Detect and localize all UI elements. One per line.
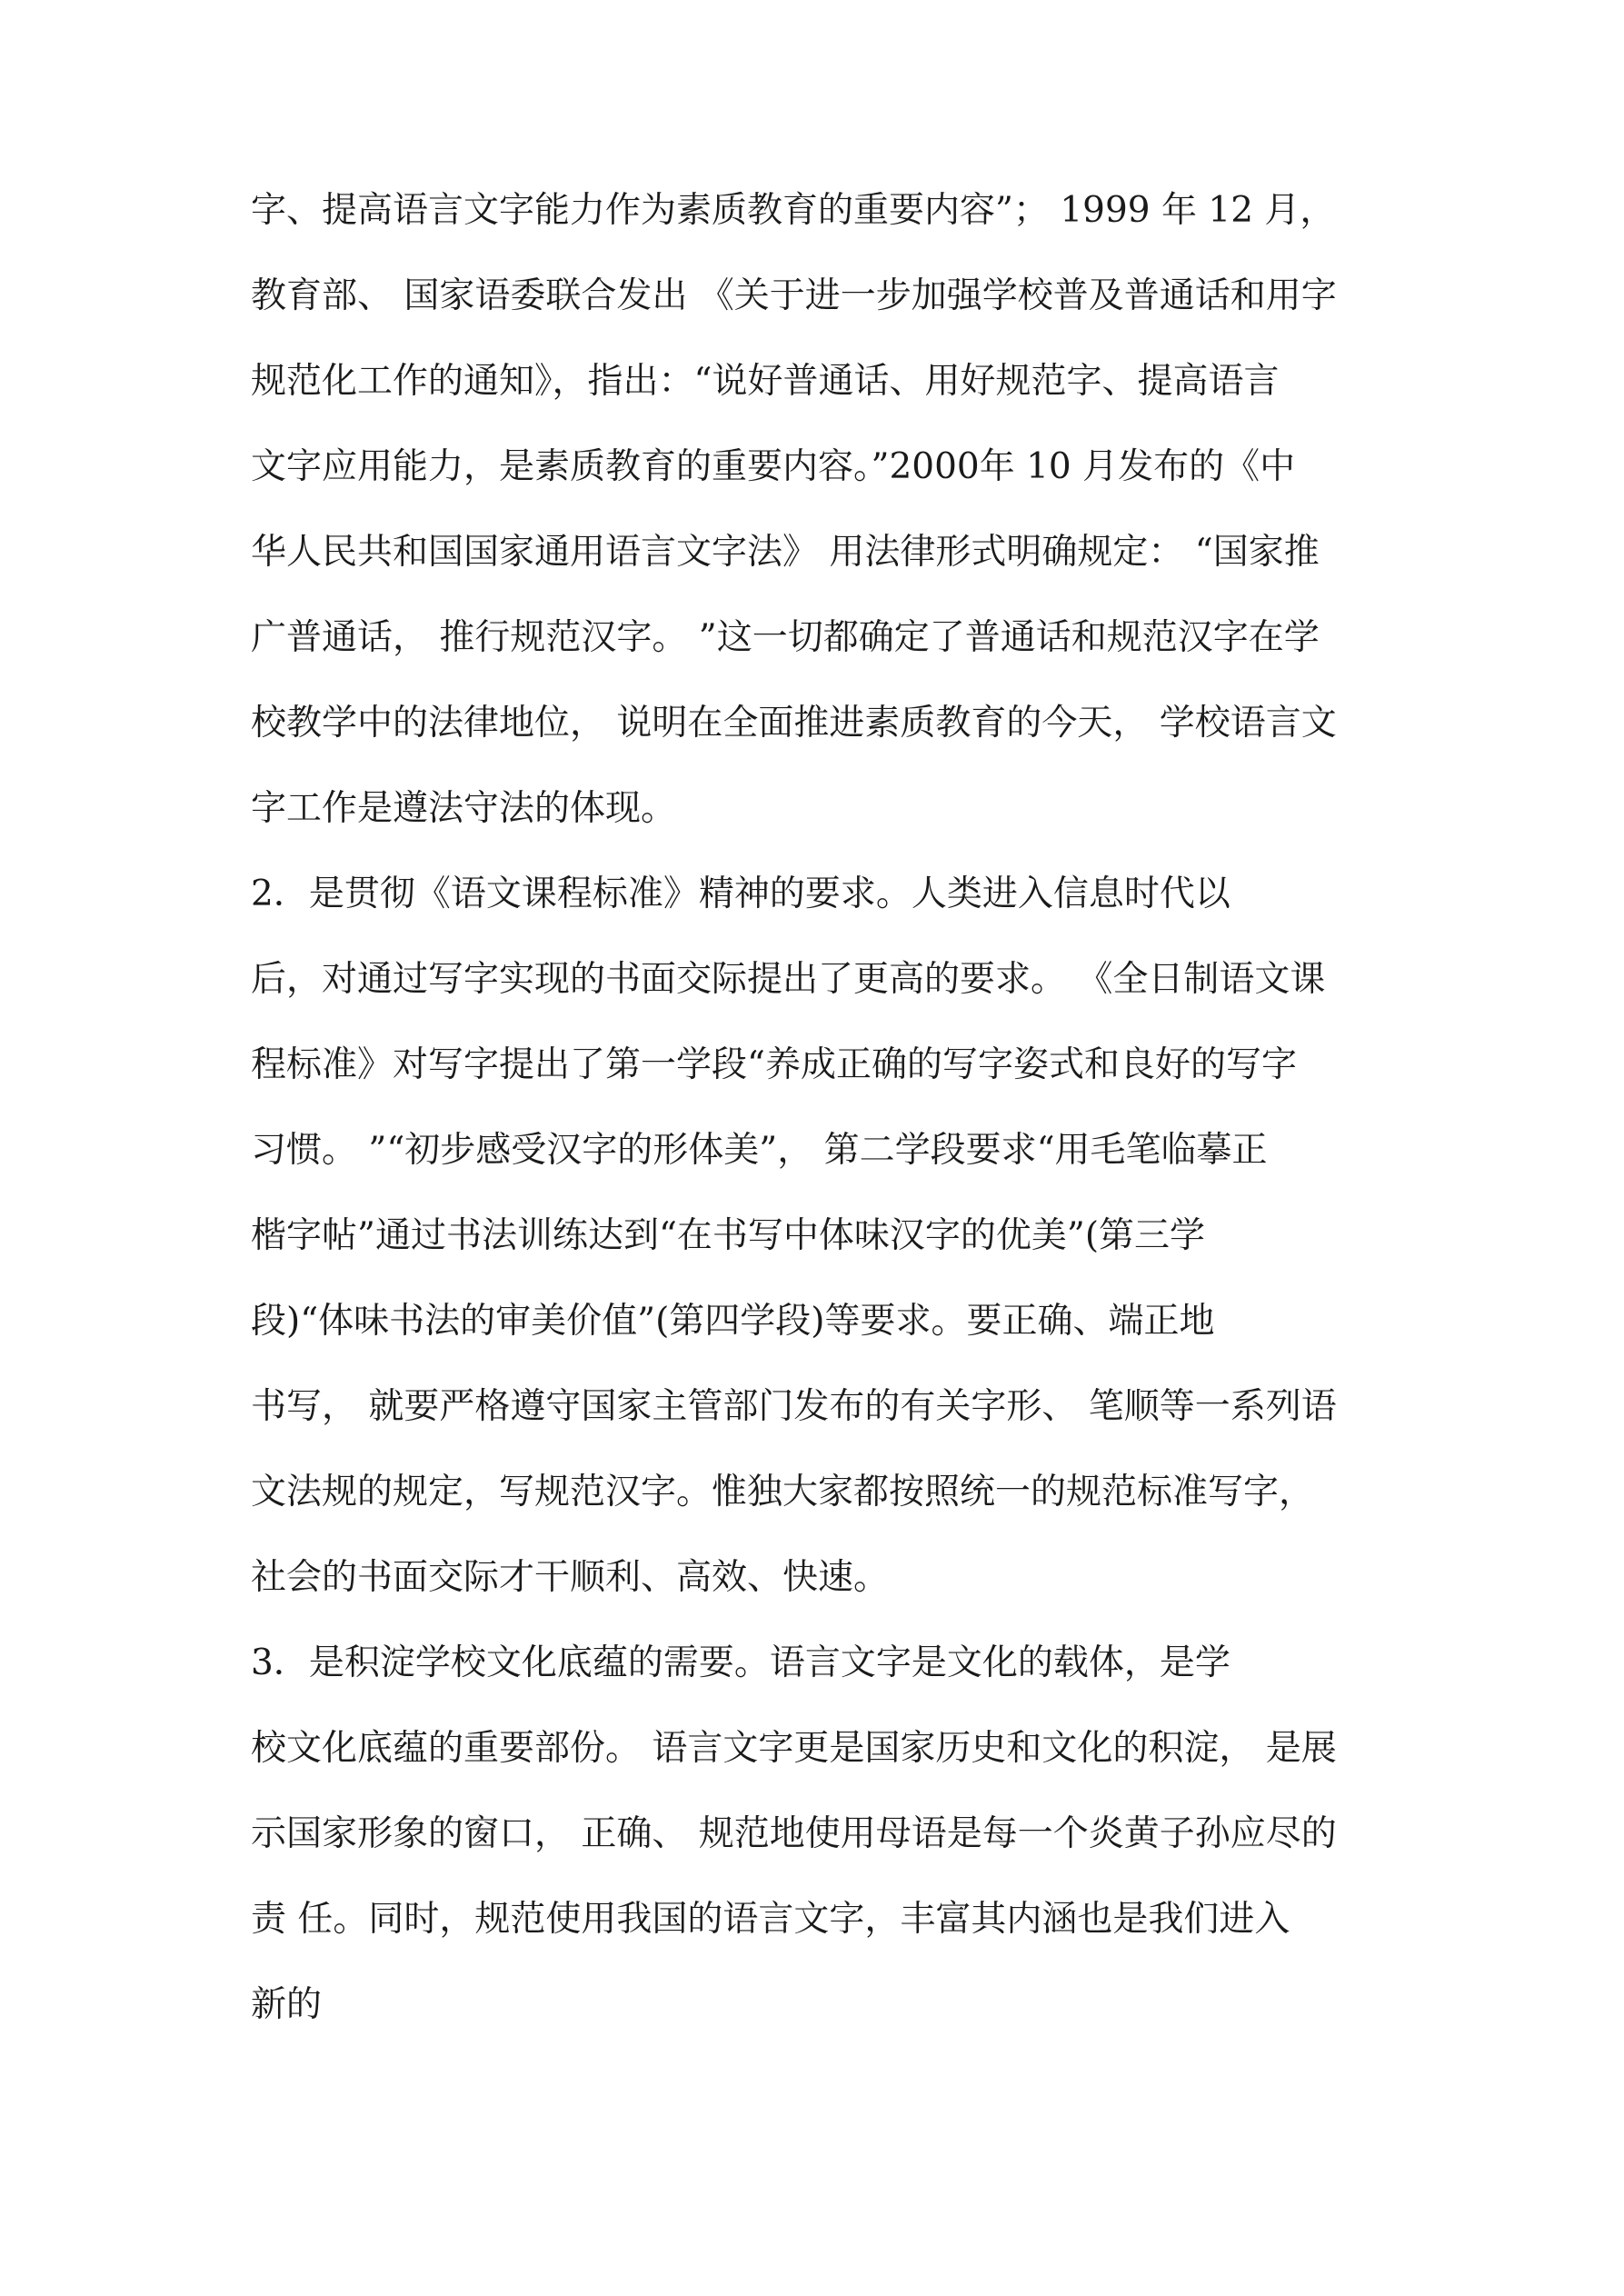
text-line: 程标准》对写字提出了第一学段“养成正确的写字姿式和良好的写字 xyxy=(251,1044,1297,1085)
text-line: 后，对通过写字实现的书面交际提出了更高的要求。 《全日制语文课 xyxy=(251,959,1326,1000)
text-line: 2．是贯彻《语文课程标准》精神的要求。人类进入信息时代以 xyxy=(251,873,1230,914)
text-line: 广普通话， 推行规范汉字。 ”这一切都确定了普通话和规范汉字在学 xyxy=(251,617,1320,658)
body-text xyxy=(251,168,1400,2048)
text-line: 书写， 就要严格遵守国家主管部门发布的有关字形、 笔顺等一系列语 xyxy=(251,1386,1337,1427)
text-line: 校教学中的法律地位， 说明在全面推进素质教育的今天， 学校语言文 xyxy=(251,703,1337,744)
text-line: 责 任。同时，规范使用我国的语言文字，丰富其内涵也是我们进入 xyxy=(251,1899,1290,1940)
text-line: 3．是积淀学校文化底蕴的需要。语言文字是文化的载体，是学 xyxy=(251,1642,1230,1683)
text-line: 校文化底蕴的重要部份。 语言文字更是国家历史和文化的积淀， 是展 xyxy=(251,1728,1337,1769)
text-line: 习惯。 ”“初步感受汉字的形体美”， 第二学段要求“用毛笔临摹正 xyxy=(251,1130,1268,1171)
text-line: 规范化工作的通知》，指出：“说好普通话、用好规范字、提高语言 xyxy=(251,361,1280,402)
text-line: 字工作是遵法守法的体现。 xyxy=(251,788,677,829)
text-line: 教育部、 国家语委联合发出 《关于进一步加强学校普及普通话和用字 xyxy=(251,275,1337,316)
text-line: 文法规的规定，写规范汉字。惟独大家都按照统一的规范标准写字， xyxy=(251,1472,1315,1512)
text-line: 华人民共和国国家通用语言文字法》 用法律形式明确规定： “国家推 xyxy=(251,532,1320,573)
text-line: 新的 xyxy=(251,1984,323,2025)
text-line: 示国家形象的窗口， 正确、 规范地使用母语是每一个炎黄子孙应尽的 xyxy=(251,1813,1337,1854)
text-line: 楷字帖”通过书法训练达到“在书写中体味汉字的优美”(第三学 xyxy=(251,1215,1206,1256)
text-line: 字、提高语言文字能力作为素质教育的重要内容”； 1999 年 12 月， xyxy=(251,190,1336,231)
text-line: 文字应用能力，是素质教育的重要内容。”2000年 10 月发布的《中 xyxy=(251,446,1296,487)
text-line: 段)“体味书法的审美价值”(第四学段)等要求。要正确、端正地 xyxy=(251,1301,1215,1342)
text-line: 社会的书面交际才干顺利、高效、快速。 xyxy=(251,1557,890,1598)
